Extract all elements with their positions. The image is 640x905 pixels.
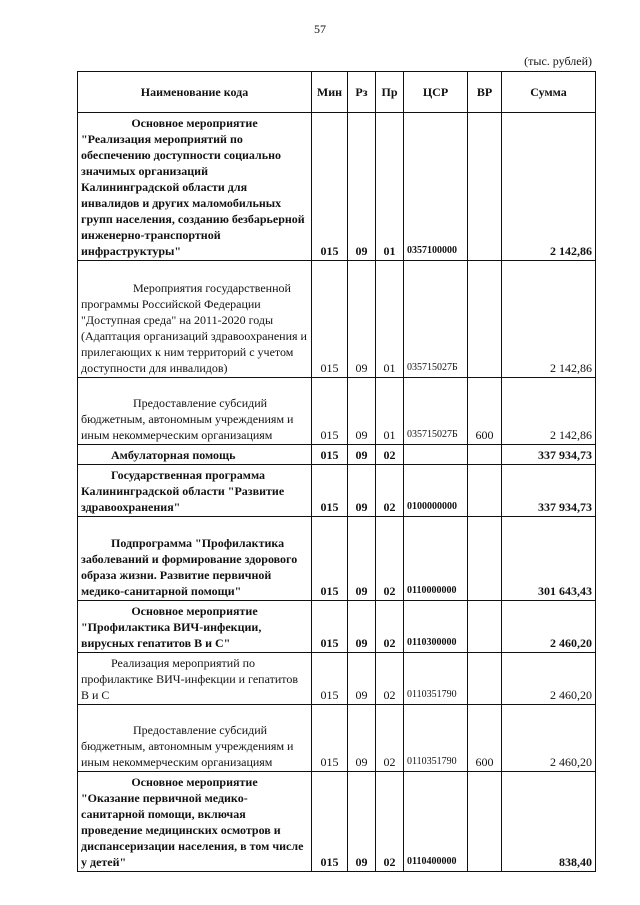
- table-row: [78, 465, 596, 517]
- cell-min: 015: [312, 113, 348, 261]
- cell-pr: 02: [376, 601, 404, 653]
- table-row: [78, 378, 596, 445]
- cell-vr: [468, 653, 502, 705]
- cell-pr: 02: [376, 517, 404, 601]
- cell-sum: 2 460,20: [502, 653, 596, 705]
- cell-min: 015: [312, 772, 348, 872]
- row-name-text: Государственная программа Калининградской области "Развитие здравоохранения": [81, 468, 285, 514]
- cell-sum: 838,40: [502, 772, 596, 872]
- cell-pr: 02: [376, 772, 404, 872]
- row-name: [78, 261, 312, 378]
- cell-sum: 2 142,86: [502, 261, 596, 378]
- cell-sum: 2 142,86: [502, 113, 596, 261]
- cell-csr: 0110400000: [404, 772, 468, 872]
- cell-pr: 01: [376, 378, 404, 445]
- row-name: [78, 601, 312, 653]
- cell-csr: 0110000000: [404, 517, 468, 601]
- cell-min: 015: [312, 445, 348, 465]
- row-name: [78, 705, 312, 772]
- cell-pr: 02: [376, 705, 404, 772]
- cell-min: 015: [312, 601, 348, 653]
- cell-vr: [468, 445, 502, 465]
- cell-sum: 2 142,86: [502, 378, 596, 445]
- header-pr: Пр: [376, 72, 404, 113]
- table-row: [78, 113, 596, 261]
- cell-csr: 0110300000: [404, 601, 468, 653]
- cell-min: 015: [312, 517, 348, 601]
- budget-table: [77, 71, 596, 872]
- cell-sum: 2 460,20: [502, 601, 596, 653]
- row-name: [78, 378, 312, 445]
- header-vr: ВР: [468, 72, 502, 113]
- row-name-text: "Профилактика ВИЧ-инфекции, вирусных гепатитов В и С": [81, 620, 262, 650]
- cell-csr: 0357100000: [404, 113, 468, 261]
- cell-pr: 02: [376, 653, 404, 705]
- row-name-text: Мероприятия государственной программы Российской Федерации "Доступная среда" на 2011-2020 годы (Адаптация организаций здравоохранения и прилегающих к ним территорий с учетом доступности для инвалидов): [81, 281, 307, 375]
- row-name-text: Предоставление субсидий бюджетным, автономным учреждениям и иным некоммерческим организациям: [81, 723, 294, 769]
- cell-vr: [468, 601, 502, 653]
- cell-rz: 09: [348, 465, 376, 517]
- header-name: Наименование кода: [78, 72, 312, 113]
- cell-rz: 09: [348, 113, 376, 261]
- units-note: (тыс. рублей): [524, 54, 592, 68]
- table-row: [78, 653, 596, 705]
- cell-min: 015: [312, 378, 348, 445]
- row-name-text: "Реализация мероприятий по обеспечению доступности социально значимых организаций Калининградской области для инвалидов и других маломобильных групп населения, созданию безбарьерной инженерно-транспортной инфраструктуры": [81, 132, 305, 258]
- table-row: [78, 445, 596, 465]
- table-row: [78, 705, 596, 772]
- cell-rz: 09: [348, 601, 376, 653]
- cell-vr: 600: [468, 378, 502, 445]
- table-row: [78, 772, 596, 872]
- row-name-text: Реализация мероприятий по профилактике ВИЧ-инфекции и гепатитов В и С: [81, 656, 299, 702]
- cell-rz: 09: [348, 445, 376, 465]
- row-name: [78, 772, 312, 872]
- cell-vr: [468, 261, 502, 378]
- cell-pr: 01: [376, 113, 404, 261]
- cell-csr: 0110351790: [404, 705, 468, 772]
- cell-min: 015: [312, 705, 348, 772]
- cell-vr: [468, 465, 502, 517]
- row-name-text: Амбулаторная помощь: [111, 448, 236, 462]
- row-name-title: Основное мероприятие: [131, 116, 258, 130]
- cell-rz: 09: [348, 653, 376, 705]
- header-row: [78, 72, 596, 113]
- row-name-title: Основное мероприятие: [131, 775, 258, 789]
- cell-min: 015: [312, 261, 348, 378]
- cell-csr: 0100000000: [404, 465, 468, 517]
- cell-rz: 09: [348, 772, 376, 872]
- cell-sum: 301 643,43: [502, 517, 596, 601]
- cell-sum: 337 934,73: [502, 445, 596, 465]
- cell-rz: 09: [348, 261, 376, 378]
- row-name: [78, 465, 312, 517]
- header-min: Мин: [312, 72, 348, 113]
- table-row: [78, 601, 596, 653]
- cell-vr: [468, 113, 502, 261]
- cell-pr: 02: [376, 465, 404, 517]
- row-name-text: Предоставление субсидий бюджетным, автономным учреждениям и иным некоммерческим организациям: [81, 396, 294, 442]
- cell-pr: 02: [376, 445, 404, 465]
- row-name: [78, 113, 312, 261]
- table-row: [78, 517, 596, 601]
- header-csr: ЦСР: [404, 72, 468, 113]
- row-name: [78, 517, 312, 601]
- cell-min: 015: [312, 465, 348, 517]
- cell-vr: 600: [468, 705, 502, 772]
- cell-csr: 0110351790: [404, 653, 468, 705]
- row-name-title: Основное мероприятие: [131, 604, 258, 618]
- header-rz: Рз: [348, 72, 376, 113]
- row-name: [78, 445, 312, 465]
- cell-pr: 01: [376, 261, 404, 378]
- row-name: [78, 653, 312, 705]
- row-name-text: Подпрограмма "Профилактика заболеваний и формирование здорового образа жизни. Развитие первичной медико-санитарной помощи": [81, 536, 298, 598]
- row-name-text: "Оказание первичной медико-санитарной помощи, включая проведение медицинских осмотров и диспансеризации населения, в том числе у детей": [81, 791, 304, 869]
- cell-sum: 337 934,73: [502, 465, 596, 517]
- cell-csr: 035715027Б: [404, 261, 468, 378]
- table-row: [78, 261, 596, 378]
- cell-vr: [468, 772, 502, 872]
- header-sum: Сумма: [502, 72, 596, 113]
- page-number: 57: [314, 22, 326, 36]
- cell-rz: 09: [348, 517, 376, 601]
- cell-csr: 035715027Б: [404, 378, 468, 445]
- cell-min: 015: [312, 653, 348, 705]
- cell-vr: [468, 517, 502, 601]
- cell-rz: 09: [348, 378, 376, 445]
- cell-csr: [404, 445, 468, 465]
- cell-rz: 09: [348, 705, 376, 772]
- cell-sum: 2 460,20: [502, 705, 596, 772]
